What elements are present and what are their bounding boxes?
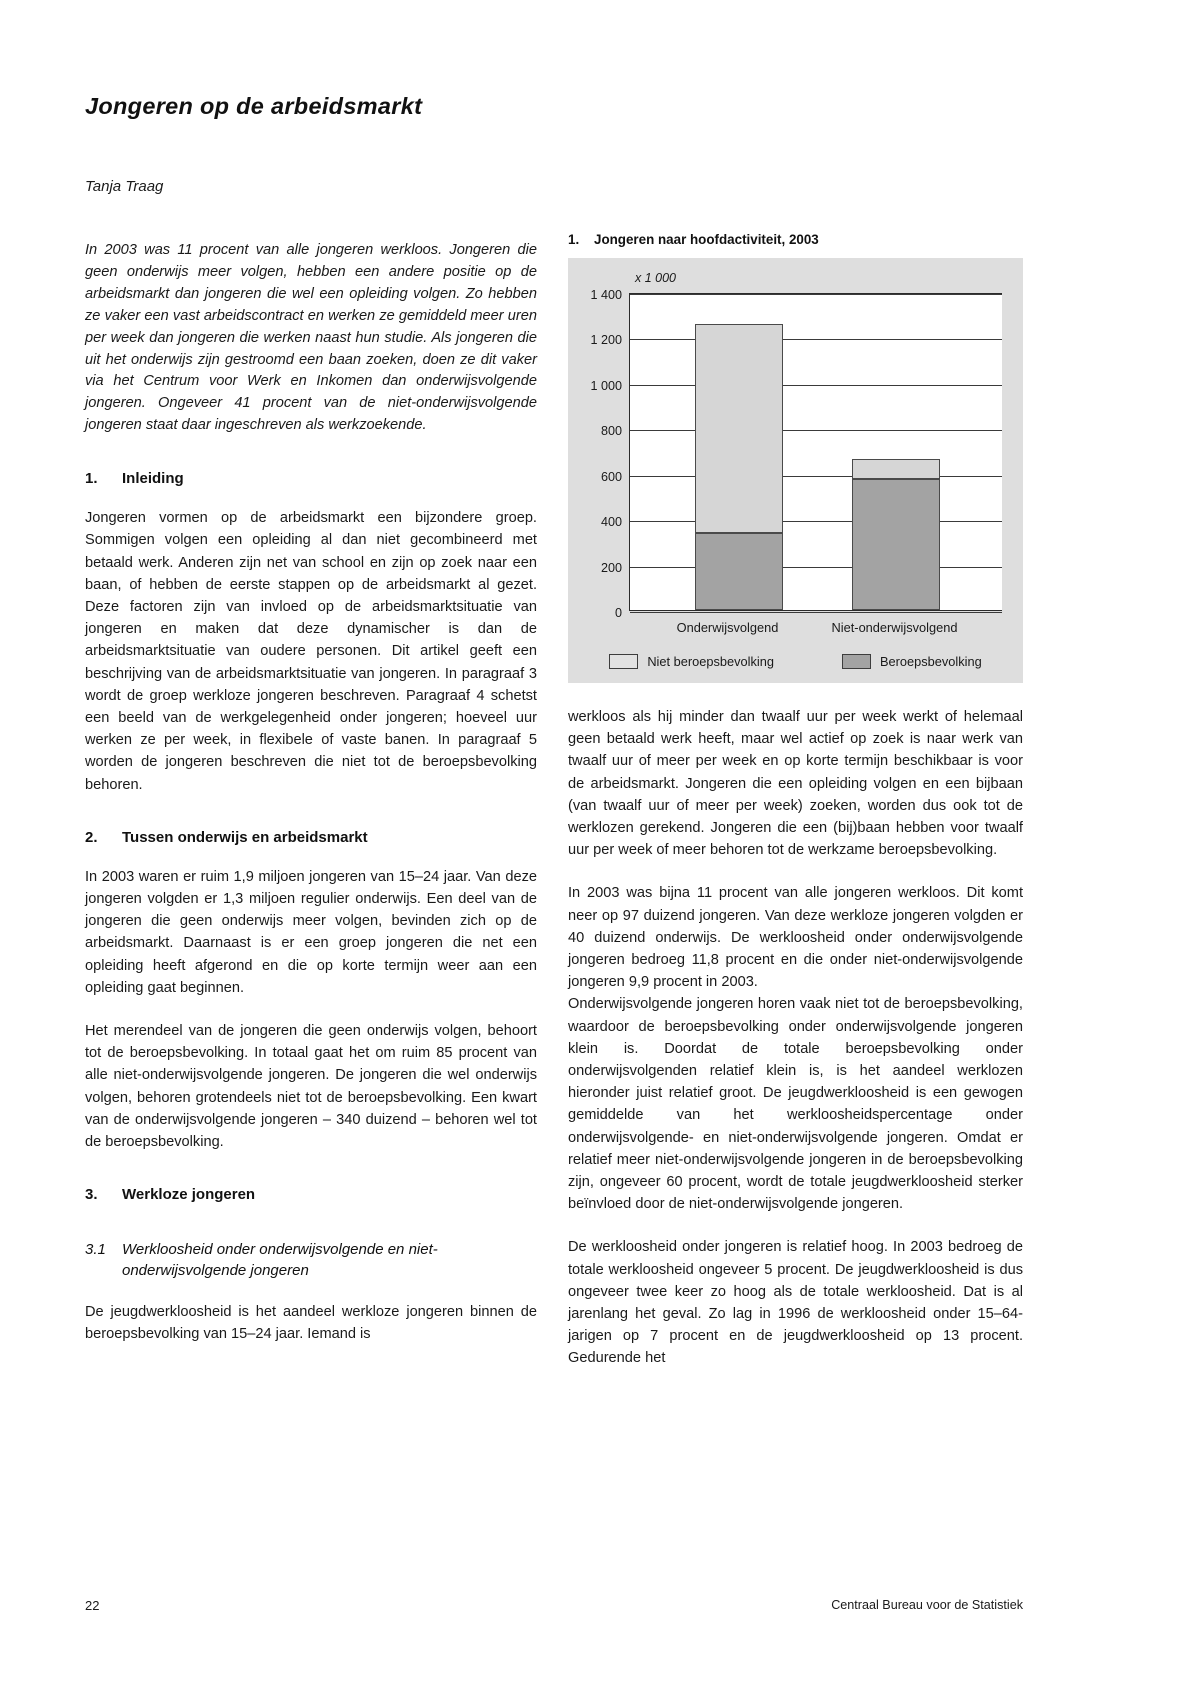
legend-label-beroepsbevolking: Beroepsbevolking [879,654,982,669]
figure-caption [568,232,1023,247]
subsection-number-3-1: 3.1 [85,1241,106,1259]
legend-swatch-icon-light [609,654,638,669]
section-number-1: 1. [85,470,98,488]
gridline-1200 [590,333,1002,348]
page-number: 22 [85,1598,100,1613]
right-paragraph-4: De werkloosheid onder jongeren is relatief hoog. In 2003 bedroeg de totale werkloosheid ongeveer 5 procent. De jeugdwerkloosheid is dus ongeveer twee keer zo hoog als de totale werkloosheid. Dat is al jarenlang het geval. Zo lag in 1996 de werkloosheid onder 15–64-jarigen op 7 procent en de jeugdwerkloosheid op 13 procent. Gedurende het [568,1239,1023,1367]
bar-niet-onderwijsvolgend [852,459,940,610]
gridline-1400 [590,288,1002,302]
gridline-1000 [590,378,1002,393]
bar-segment-beroepsbevolking-1 [695,533,783,610]
ytick-label-400: 400 [600,515,622,530]
bar-segment-niet-beroepsbevolking-2 [852,459,940,480]
ytick-label-1400: 1 400 [590,288,622,302]
bar-segment-beroepsbevolking-2 [852,479,940,610]
section-heading-3 [85,1186,537,1203]
legend-swatch-icon-dark [842,654,871,669]
right-column [568,706,1023,1370]
xaxis-label-onderwijsvolgend: Onderwijsvolgend [676,620,779,635]
ytick-label-200: 200 [600,560,622,575]
section-title-1: Inleiding [122,470,184,488]
gridline-0 [614,606,1002,620]
ytick-label-800: 800 [600,424,622,439]
section-heading-1 [85,470,537,487]
section-title-3: Werkloze jongeren [122,1186,256,1204]
right-paragraph-1: werkloos als hij minder dan twaalf uur per week werkt of helemaal geen betaald werk heeft, maar wel actief op zoek is naar werk van twaalf uur of meer per week en op korte termijn beschikbaar is voor de arbeidsmarkt. Jongeren die een opleiding volgen en een bijbaan (van twaalf uur of meer per week) zoeken, worden dus ook tot de werklozen gerekend. Jongeren die een (bij)baan hebben voor twaalf uur per week of meer behoren tot de werkzame beroepsbevolking. [568,709,1023,859]
ytick-label-1000: 1 000 [590,378,622,393]
section-1-paragraph-1: Jongeren vormen op de arbeidsmarkt een bijzondere groep. Sommigen volgen een opleiding al dan niet gecombineerd met betaald werk. Anderen zijn net van school en zijn op zoek naar een baan, of hebben de eerste stappen op de arbeidsmarkt al gezet. Deze factoren zijn van invloed op de arbeidsmarktsituatie van jongeren en maken dat deze dynamischer is dan de arbeidsmarktsituatie van oudere personen. Dit artikel geeft een beschrijving van de arbeidsmarktsituatie van jongeren. In paragraaf 3 wordt de groep werkloze jongeren beschreven. Paragraaf 4 schetst een beeld van de werkgelegenheid onder jongeren; hoeveel uur werken ze per week, in flexibele of vaste banen. In paragraaf 5 worden de jongeren beschreven die niet tot de beroepsbevolking behoren. [85,510,537,793]
gridline-400 [600,515,1002,530]
ytick-label-600: 600 [600,469,622,484]
legend-label-niet-beroepsbevolking: Niet beroepsbevolking [647,654,774,669]
section-2-paragraph-1: In 2003 waren er ruim 1,9 miljoen jongeren van 15–24 jaar. Van deze jongeren volgden er 1,3 miljoen regulier onderwijs. Een deel van de jongeren die geen onderwijs meer volgen, bevinden zich op de arbeidsmarkt. Daarnaast is er een groep jongeren die net een opleiding heeft afgerond en die op korte termijn weer aan een opleiding gaat beginnen. [85,868,537,996]
abstract-text: In 2003 was 11 procent van alle jongeren werkloos. Jongeren die geen onderwijs meer volgen, hebben een andere positie op de arbeidsmarkt dan jongeren die wel een opleiding volgen. Zo hebben ze vaker een vast arbeidscontract en werken ze gemiddeld meer uren per week dan jongeren die werken naast hun studie. Als jongeren die uit het onderwijs zijn gestroomd een baan zoeken, doen ze dit vaker via het Centrum voor Werk en Inkomen dan onderwijsvolgende jongeren. Ongeveer 41 procent van de niet-onderwijsvolgende jongeren staat daar ingeschreven als werkzoekende. [85,242,537,434]
section-title-2: Tussen onderwijs en arbeidsmarkt [122,828,368,846]
abstract-block [85,240,537,437]
section-number-3: 3. [85,1186,98,1204]
subsection-title-3-1: Werkloosheid onder onderwijsvolgende en niet-onderwijsvolgende jongeren [122,1241,438,1280]
page-title: Jongeren op de arbeidsmarkt [85,93,423,119]
gridline-200 [600,560,1002,575]
xaxis-label-niet-onderwijsvolgend: Niet-onderwijsvolgend [831,620,958,635]
chart-unit-label: x 1 000 [635,271,677,285]
gridline-600 [600,469,1002,484]
chart-plot-area [590,288,1002,620]
left-column [85,240,537,1346]
figure-block [568,232,1023,683]
right-paragraph-3: Onderwijsvolgende jongeren horen vaak niet tot de beroepsbevolking, waardoor de beroepsbevolking onder onderwijsvolgende jongeren klein is. Doordat de totale beroepsbevolking onder onderwijsvolgenden relatief klein is, is het aandeel werklozen hieronder juist relatief groot. De jeugdwerkloosheid is een gewogen gemiddelde van het werkloosheidspercentage onder onderwijsvolgende- en niet-onderwijsvolgende jongeren. Omdat er relatief meer niet-onderwijsvolgende jongeren in de beroepsbevolking zijn, ongeveer 60 procent, wordt de totale jeugdwerkloosheid sterker beïnvloed door de niet-onderwijsvolgende jongeren. [568,996,1023,1213]
figure-number: 1. [568,232,580,247]
section-2-paragraph-2: Het merendeel van de jongeren die geen onderwijs volgen, behoort tot de beroepsbevolking. In totaal gaat het om ruim 85 procent van alle niet-onderwijsvolgende jongeren. De jongeren die wel onderwijs volgen, behoren grotendeels niet tot de beroepsbevolking. Een kwart van de onderwijsvolgende jongeren – 340 duizend – behoren wel tot de beroepsbevolking. [85,1023,537,1151]
gridline-800 [600,424,1002,439]
bar-onderwijsvolgend [695,324,783,610]
legend-item-beroepsbevolking [842,654,982,669]
ytick-label-0: 0 [614,606,622,620]
legend-item-niet-beroepsbevolking [609,654,774,669]
subsection-heading-3-1 [85,1239,537,1281]
section-3-paragraph-1: De jeugdwerkloosheid is het aandeel werkloze jongeren binnen de beroepsbevolking van 15–24 jaar. Iemand is [85,1304,537,1343]
section-heading-2 [85,829,537,846]
footer-organization: Centraal Bureau voor de Statistiek [831,1598,1023,1612]
section-number-2: 2. [85,828,98,846]
right-paragraph-2: In 2003 was bijna 11 procent van alle jongeren werkloos. Dit komt neer op 97 duizend jongeren. Van deze werkloze jongeren volgden er 40 duizend onderwijs. De werkloosheid onder onderwijsvolgende jongeren bedroeg 11,8 procent en die onder niet-onderwijsvolgende jongeren 9,9 procent in 2003. [568,885,1023,991]
bar-segment-niet-beroepsbevolking-1 [695,324,783,533]
figure-caption-text: Jongeren naar hoofdactiviteit, 2003 [594,232,819,247]
chart-legend [568,654,1023,669]
ytick-label-1200: 1 200 [590,333,622,348]
author-name: Tanja Traag [85,178,164,195]
chart-figure [568,258,1023,683]
